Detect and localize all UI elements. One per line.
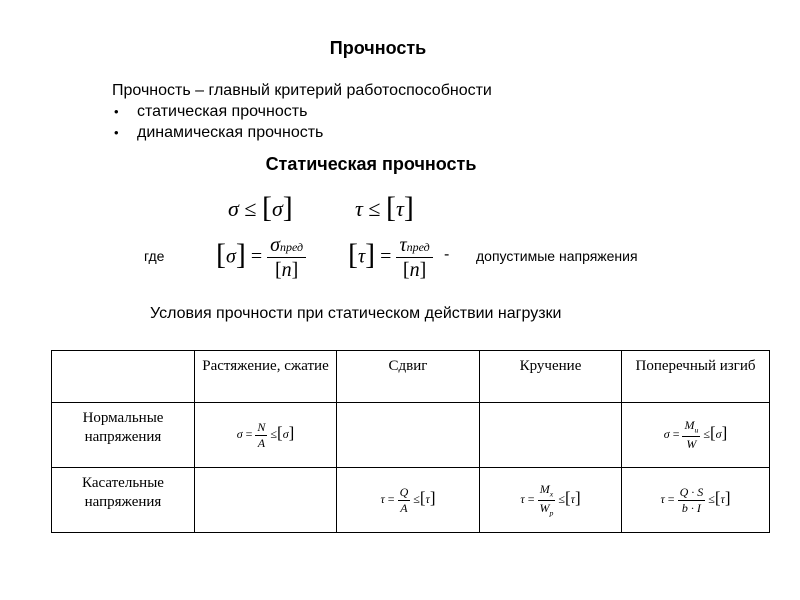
table-caption: Условия прочности при статическом действии нагрузки [150, 305, 562, 322]
sigma-symbol: σ [228, 196, 239, 221]
tau-symbol: τ [358, 245, 366, 268]
sigma-symbol: σ [226, 245, 236, 268]
formula-shear-shear: τ = $\frac{Q}{A}$ ≤[τ] [380, 484, 436, 515]
eq-sign: = [380, 245, 392, 268]
allowed-sigma-formula: [σ] = $\frac{\text{σпред}}{[n]}$ [216, 233, 306, 283]
header-empty [52, 351, 195, 403]
dash-separator: - [444, 246, 450, 263]
bullet-static: • статическая прочность [112, 101, 492, 122]
formula-shear-torsion: τ = $\frac{M_x}{W_p}$ ≤[τ] [520, 482, 581, 517]
strength-table-wrapper [51, 350, 770, 533]
le-sign: ≤ [244, 196, 257, 221]
header-tension: Растяжение, сжатие [195, 351, 337, 403]
formula-normal-bending: σ = $\frac{M_u}{W}$ ≤[σ] [663, 418, 728, 451]
tau-symbol: τ [355, 196, 363, 221]
header-torsion: Кручение [480, 351, 622, 403]
page-title: Прочность [329, 38, 427, 58]
cell-shear-torsion [480, 468, 622, 533]
strength-conditions-table [51, 350, 770, 533]
table-header-row [52, 351, 770, 403]
row-label-normal: Нормальные напряжения [52, 403, 195, 468]
cell-normal-torsion [480, 403, 622, 468]
fraction: $\frac{\text{τпред}}{[n]}$ [396, 233, 432, 283]
intro-text: Прочность – главный критерий работоспособности [112, 82, 492, 99]
sigma-condition: σ ≤ [σ] [228, 191, 293, 224]
cell-shear-shear [337, 468, 480, 533]
sigma-symbol: σ [270, 234, 281, 256]
le-sign: ≤ [368, 196, 381, 221]
tau-symbol: τ [395, 196, 404, 221]
allowed-stress-label: допустимые напряжения [476, 248, 638, 264]
n-symbol: n [281, 259, 292, 281]
header-shear: Сдвиг [337, 351, 480, 403]
cell-shear-bending [622, 468, 770, 533]
tau-condition: τ ≤ [τ] [355, 191, 414, 224]
cell-normal-shear [337, 403, 480, 468]
formula-shear-bending: τ = $\frac{Q \cdot S}{b \cdot I}$ ≤[τ] [660, 484, 731, 515]
sigma-symbol: σ [271, 196, 283, 221]
subscript-pred: пред [280, 240, 304, 254]
n-symbol: n [409, 259, 420, 281]
table-row [52, 468, 770, 533]
bullet-list [112, 101, 492, 143]
table-row [52, 403, 770, 468]
where-label: где [144, 248, 165, 264]
header-bending: Поперечный изгиб [622, 351, 770, 403]
bullet-dynamic: • динамическая прочность [112, 122, 492, 143]
eq-sign: = [250, 245, 263, 268]
intro-block [112, 80, 492, 143]
fraction: $\frac{\text{σпред}}{[n]}$ [267, 233, 306, 283]
cell-shear-tension [195, 468, 337, 533]
cell-normal-bending [622, 403, 770, 468]
subscript-pred: пред [406, 240, 430, 254]
section-subtitle: Статическая прочность [265, 154, 477, 174]
allowed-tau-formula: [τ] = $\frac{\text{τпред}}{[n]}$ [348, 233, 433, 283]
cell-normal-tension [195, 403, 337, 468]
formula-normal-tension: σ = $\frac{N}{A}$ ≤[σ] [236, 419, 295, 450]
row-label-shear: Касательные напряжения [52, 468, 195, 533]
tau-symbol: τ [399, 234, 407, 256]
